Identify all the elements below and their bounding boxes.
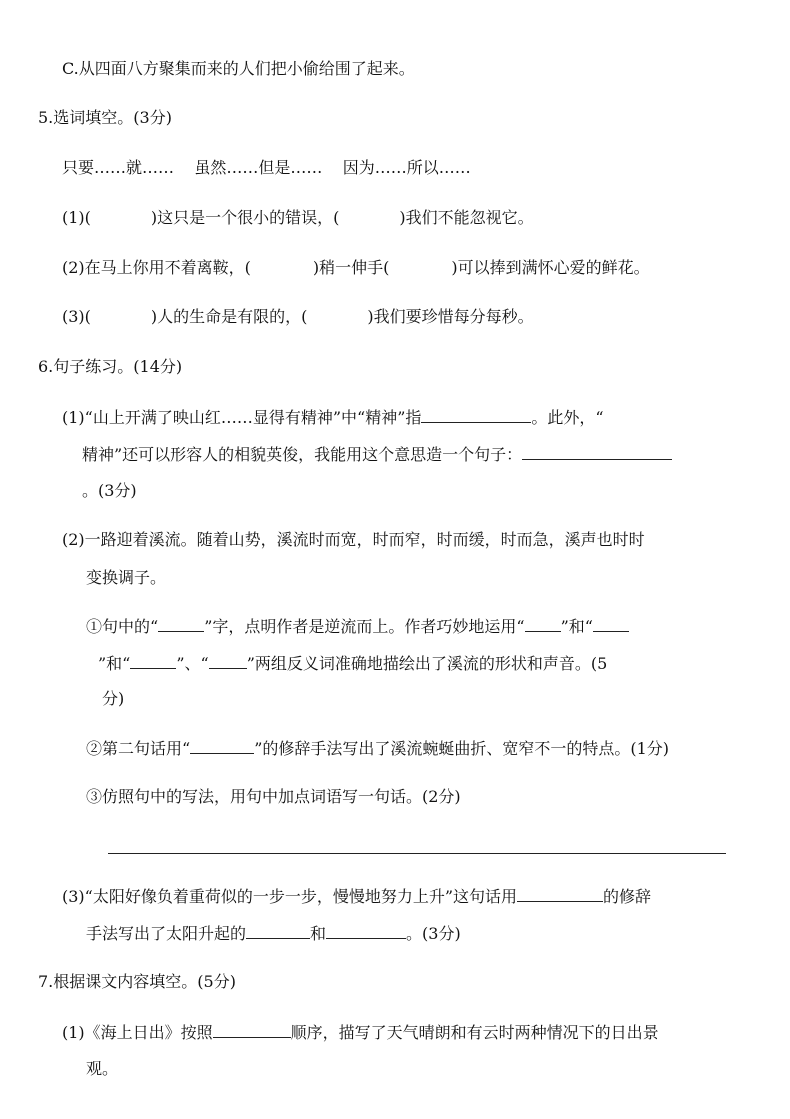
question-7-item-1-line-1	[62, 1021, 659, 1044]
answer-blank[interactable]	[190, 737, 254, 754]
text: (3)(	[62, 307, 91, 326]
answer-writing-line[interactable]	[108, 853, 726, 854]
question-6-2-sub-1-line-2	[98, 652, 607, 675]
text: ”字，点明作者是逆流而上。作者巧妙地运用“	[204, 617, 525, 636]
question-7-title: 7.根据课文内容填空。(5分)	[38, 972, 236, 991]
text: 手法写出了太阳升起的	[86, 924, 247, 943]
text: 和	[310, 924, 327, 943]
question-6-item-1-line-2	[82, 443, 672, 466]
answer-blank[interactable]	[130, 652, 176, 669]
question-6-item-1-line-1	[62, 406, 604, 429]
text: )稍一伸手(	[312, 258, 390, 277]
answer-blank[interactable]	[522, 443, 672, 460]
text: ”的修辞手法写出了溪流蜿蜒曲折、宽窄不一的特点。(1分)	[254, 739, 670, 758]
text: (3)“太阳好像负着重荷似的一步一步，慢慢地努力上升”这句话用	[62, 887, 518, 906]
text: ①句中的“	[86, 617, 159, 636]
question-6-item-2-line-1: (2)一路迎着溪流。随着山势，溪流时而宽，时而窄，时而缓，时而急，溪声也时时	[62, 530, 645, 549]
answer-blank[interactable]	[421, 406, 531, 423]
text: ②第二句话用“	[86, 739, 191, 758]
answer-blank[interactable]	[517, 885, 603, 902]
text: (1)(	[62, 208, 91, 227]
text: 。此外，“	[531, 408, 604, 427]
answer-blank[interactable]	[209, 652, 247, 669]
text: )这只是一个很小的错误，(	[150, 208, 340, 227]
question-4-option-c: C.从四面八方聚集而来的人们把小偷给围了起来。	[62, 59, 415, 78]
text: )可以捧到满怀心爱的鲜花。	[451, 258, 650, 277]
question-6-2-sub-1-line-3: 分)	[102, 689, 125, 708]
text: 的修辞	[603, 887, 652, 906]
text: ”两组反义词准确地描绘出了溪流的形状和声音。(5	[246, 654, 608, 673]
answer-blank[interactable]	[158, 615, 204, 632]
question-6-2-sub-2	[86, 737, 669, 760]
text: (1)“山上开满了映山红……显得有精神”中“精神”指	[62, 408, 422, 427]
answer-blank[interactable]	[326, 922, 406, 939]
text: )我们不能忽视它。	[399, 208, 534, 227]
question-5-item-1	[62, 207, 534, 229]
question-5-item-3	[62, 306, 534, 328]
answer-blank[interactable]	[246, 922, 310, 939]
question-6-2-sub-3: ③仿照句中的写法，用句中加点词语写一句话。(2分)	[86, 787, 461, 806]
text: (2)在马上你用不着离鞍，(	[62, 258, 251, 277]
text: 。(3分)	[406, 924, 461, 943]
text: ”、“	[176, 654, 209, 673]
question-5-word-options: 只要……就…… 虽然……但是…… 因为……所以……	[62, 158, 471, 177]
question-6-title: 6.句子练习。(14分)	[38, 357, 183, 376]
answer-blank[interactable]	[593, 615, 629, 632]
text: )人的生命是有限的，(	[150, 307, 308, 326]
text: 顺序，描写了天气晴朗和有云时两种情况下的日出景	[290, 1023, 659, 1042]
text: ”和“	[560, 617, 593, 636]
question-6-item-3-line-1	[62, 885, 651, 908]
answer-blank[interactable]	[525, 615, 561, 632]
question-6-2-sub-1-line-1	[86, 615, 629, 638]
question-7-item-1-line-2: 观。	[86, 1059, 119, 1078]
text: 精神”还可以形容人的相貌英俊，我能用这个意思造一个句子：	[82, 445, 523, 464]
text: (1)《海上日出》按照	[62, 1023, 213, 1042]
text: ”和“	[98, 654, 131, 673]
answer-blank[interactable]	[213, 1021, 291, 1038]
question-5-item-2	[62, 257, 650, 279]
text: )我们要珍惜每分每秒。	[367, 307, 534, 326]
question-6-item-2-line-2: 变换调子。	[86, 568, 167, 587]
question-5-title: 5.选词填空。(3分)	[38, 108, 172, 127]
question-6-item-1-line-3: 。(3分)	[82, 481, 137, 500]
question-6-item-3-line-2	[86, 922, 461, 945]
